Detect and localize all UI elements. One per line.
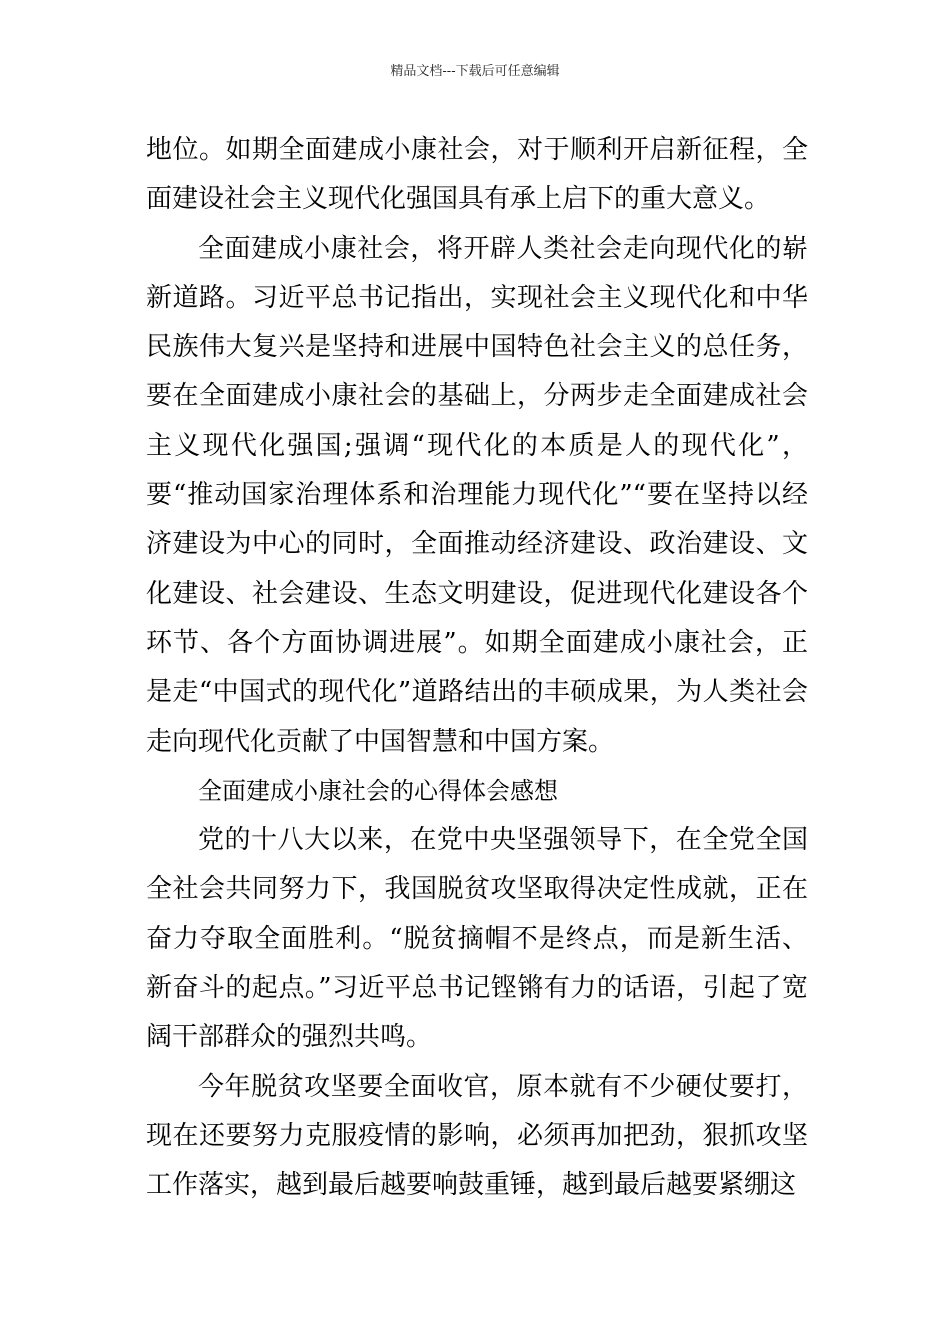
paragraph: 今年脱贫攻坚要全面收官，原本就有不少硬仗要打，现在还要努力克服疫情的影响，必须再加把劲，狠抓攻坚工作落实，越到最后越要响鼓重锤，越到最后越要紧绷这 [146,1071,808,1201]
paragraph: 全面建成小康社会，将开辟人类社会走向现代化的崭新道路。习近平总书记指出，实现社会主义现代化和中华民族伟大复兴是坚持和进展中国特色社会主义的总任务，要在全面建成小康社会的基础上，分两步走全面建成社会主义现代化强国;强调“现代化的本质是人的现代化”，要“推动国家治理体系和治理能力现代化”“要在坚持以经济建设为中心的同时，全面推动经济建设、政治建设、文化建设、社会建设、生态文明建设，促进现代化建设各个环节、各个方面协调进展”。如期全面建成小康社会，正是走“中国式的现代化”道路结出的丰硕成果，为人类社会走向现代化贡献了中国智慧和中国方案。 [146,233,808,757]
paragraph: 党的十八大以来，在党中央坚强领导下，在全党全国全社会共同努力下，我国脱贫攻坚取得决定性成就，正在奋力夺取全面胜利。“脱贫摘帽不是终点，而是新生活、新奋斗的起点。”习近平总书记铿锵有力的话语，引起了宽阔干部群众的强烈共鸣。 [146,825,808,1053]
section-heading: 全面建成小康社会的心得体会感想 [198,776,558,805]
page-header: 精品文档---下载后可任意编辑 [390,64,560,79]
document-body [146,126,808,1211]
paragraph-continued: 地位。如期全面建成小康社会，对于顺利开启新征程，全面建设社会主义现代化强国具有承上启下的重大意义。 [146,135,808,215]
